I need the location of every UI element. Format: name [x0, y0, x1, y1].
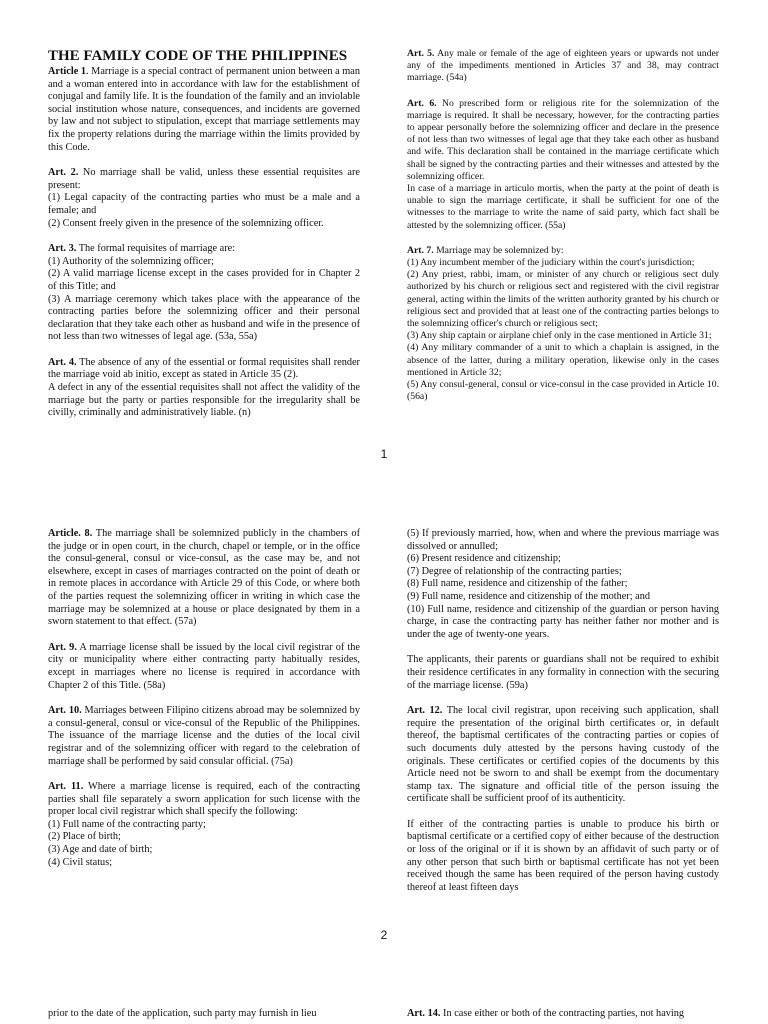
article-item: (2) Consent freely given in the presence of the solemnizing officer.: [48, 217, 324, 229]
article-11-paragraph: [407, 654, 719, 692]
article-text: Where a marriage license is required, each of the contracting parties shall file separately a sworn application for such license with the proper local civil registrar which shall specify the following:: [48, 781, 360, 818]
article-item: (10) Full name, residence and citizenship of the guardian or person having charge, in case the contracting party has neither father nor mother and is under the age of twenty-one years.: [407, 603, 719, 640]
article-12-paragraph: [407, 819, 719, 895]
article-item: (1) Legal capacity of the contracting parties who must be a male and a female; and: [48, 192, 360, 216]
article-text: The formal requisites of marriage are:: [76, 243, 236, 255]
page-number: 2: [380, 928, 388, 942]
article-item: (1) Full name of the contracting party;: [48, 818, 206, 830]
article-heading: Art. 3.: [48, 243, 77, 255]
article-heading: Art. 11.: [48, 781, 84, 793]
document-page-2: [0, 480, 768, 960]
article-text: In case either or both of the contracting parties, not having: [440, 1008, 685, 1019]
article-heading: Art. 2.: [48, 167, 79, 179]
article-item: (1) Authority of the solemnizing officer;: [48, 255, 214, 267]
article-text: Marriage may be solemnized by:: [433, 244, 564, 256]
article-6: [407, 98, 719, 232]
page1-left-column: [48, 48, 360, 433]
article-item: (5) Any consul-general, consul or vice-consul in the case provided in Article 10. (56a): [407, 379, 719, 403]
article-11: [48, 781, 360, 869]
article-item: (8) Full name, residence and citizenship of the father;: [407, 578, 628, 590]
document-page-3: [0, 1000, 768, 1024]
article-item: (9) Full name, residence and citizenship of the mother; and: [407, 590, 651, 602]
article-7: [407, 245, 719, 404]
article-heading: Article. 8.: [48, 528, 93, 539]
article-item: (2) A valid marriage license except in the cases provided for in Chapter 2 of this Title; and: [48, 268, 360, 292]
article-heading: Art. 10.: [48, 705, 82, 717]
article-text: The absence of any of the essential or formal requisites shall render the marriage void ab initio, except as stated in Article 35 (2).: [48, 356, 360, 381]
article-heading: Art. 12.: [407, 705, 443, 717]
article-10: [48, 705, 360, 768]
article-item: (5) If previously married, how, when and where the previous marriage was dissolved or annulled;: [407, 528, 719, 552]
page2-right-column: [407, 528, 719, 907]
article-heading: Art. 9.: [48, 641, 77, 653]
article-paragraph: In case of a marriage in articulo mortis, when the party at the point of death is unable to sign the marriage certificate, it shall be sufficient for one of the witnesses to the marriage to write the name of said party, which fact shall be attested by the solemnizing officer. (55a): [407, 183, 719, 231]
article-5: [407, 48, 719, 85]
article-9: [48, 642, 360, 692]
page3-left-column: [48, 1008, 360, 1021]
article-heading: Art. 5.: [407, 48, 435, 59]
article-text: The marriage shall be solemnized publicly in the chambers of the judge or in open court, in the church, chapel or temple, or in the office the consul-general, consul or vice-consul, as the case may be, and not elsewhere, except in cases of marriages contracted on the point of death or in remote places in accordance with Article 29 of this Code, or where both of the parties request the solemnizing officer in writing in which case the marriage may be solemnized at a house or place designated by them in a sworn statement to that effect. (57a): [48, 528, 361, 628]
page3-right-column: [407, 1008, 719, 1021]
article-11-continued: [407, 528, 719, 641]
article-text: A marriage license shall be issued by the local civil registrar of the city or municipality where either contracting party habitually resides, except in marriages where no license is required in accordance with Chapter 2 of this Title. (58a): [48, 641, 360, 691]
article-item: (2) Any priest, rabbi, imam, or minister of any church or religious sect duly authorized by his church or religious sect and registered with the civil registrar general, acting within the limits of the written authority granted by his church or religious sect and provided that at least one of the contracting parties belongs to the solemnizing officer's church or religious sect;: [407, 269, 719, 330]
article-4: [48, 357, 360, 420]
article-item: (4) Civil status;: [48, 856, 113, 868]
article-item: (2) Place of birth;: [48, 831, 121, 843]
article-heading: Art. 14.: [407, 1008, 441, 1019]
article-text: No marriage shall be valid, unless these essential requisites are present:: [48, 167, 360, 191]
article-item: (7) Degree of relationship of the contracting parties;: [407, 565, 622, 577]
article-heading: Article 1: [48, 66, 87, 77]
article-2: [48, 167, 360, 230]
article-1: [48, 66, 360, 154]
document-title: THE FAMILY CODE OF THE PHILIPPINES: [48, 48, 348, 64]
article-item: (4) Any military commander of a unit to which a chaplain is assigned, in the absence of the latter, during a military operation, likewise only in the cases mentioned in Article 32;: [407, 342, 719, 378]
article-heading: Art. 6.: [407, 97, 437, 109]
article-item: (3) A marriage ceremony which takes place with the appearance of the contracting parties before the solemnizing officer and their personal declaration that they take each other as husband and wife in the presence of not less than two witnesses of legal age. (53a, 55a): [48, 293, 360, 343]
article-heading: Art. 7.: [407, 244, 434, 256]
article-paragraph: A defect in any of the essential requisites shall not affect the validity of the marriage but the party or parties responsible for the irregularity shall be civilly, criminally and administratively liable. (n): [48, 382, 360, 419]
article-3: [48, 243, 360, 344]
article-text: Marriages between Filipino citizens abroad may be solemnized by a consul-general, consul or vice-consul of the Republic of the Philippines. The issuance of the marriage license and the duties of the local civil registrar and of the solemnizing officer with regard to the celebration of marriage shall be performed by said consular official. (75a): [48, 705, 360, 767]
article-heading: Art. 4.: [48, 356, 77, 368]
article-item: (3) Age and date of birth;: [48, 844, 153, 856]
article-12: [407, 705, 719, 806]
article-text: The applicants, their parents or guardians shall not be required to exhibit their residence certificates in any formality in connection with the securing of the marriage license. (59a): [407, 654, 719, 691]
article-item: (3) Any ship captain or airplane chief only in the case mentioned in Article 31;: [407, 330, 712, 342]
article-item: (1) Any incumbent member of the judiciary within the court's jurisdiction;: [407, 257, 695, 269]
article-text: The local civil registrar, upon receiving such application, shall require the presentation of the original birth certificates or, in default thereof, the baptismal certificates of the contracting parties or copies of such documents duly attested by the persons having custody of the originals. These certificates or certified copies of the documents by this Article need not be sworn to and shall be exempt from the documentary stamp tax. The signature and official title of the person issuing the certificate shall be sufficient proof of its authenticity.: [407, 705, 719, 805]
page-number: 1: [380, 447, 388, 461]
article-text: prior to the date of the application, such party may furnish in lieu: [48, 1008, 317, 1019]
article-8: [48, 528, 360, 629]
article-text: . Marriage is a special contract of permanent union between a man and a woman entered into in accordance with law for the establishment of conjugal and family life. It is the foundation of the family and an inviolable social institution whose nature, consequences, and incidents are governed by law and not subject to stipulation, except that marriage settlements may fix the property relations during the marriage within the limits provided by this Code.: [48, 66, 360, 153]
article-item: (6) Present residence and citizenship;: [407, 553, 561, 565]
article-text: If either of the contracting parties is unable to produce his birth or baptismal certificate or a certified copy of either because of the destruction or loss of the original or if it is shown by an affidavit of such party or of any other person that such birth or baptismal certificate has not yet been received though the same has been required of the person having custody thereof at least fifteen days: [407, 818, 719, 893]
article-text: No prescribed form or religious rite for the solemnization of the marriage is required. It shall be necessary, however, for the contracting parties to appear personally before the solemnizing officer and declare in the presence of not less than two witnesses of legal age that they take each other as husband and wife. This declaration shall be contained in the marriage certificate which shall be signed by the contracting parties and their witnesses and attested by the solemnizing officer.: [407, 97, 719, 182]
article-text: Any male or female of the age of eighteen years or upwards not under any of the impediments mentioned in Articles 37 and 38, may contract marriage. (54a): [407, 48, 719, 84]
page1-right-column: [407, 48, 719, 416]
document-page-1: [0, 0, 768, 480]
page2-left-column: [48, 528, 360, 882]
